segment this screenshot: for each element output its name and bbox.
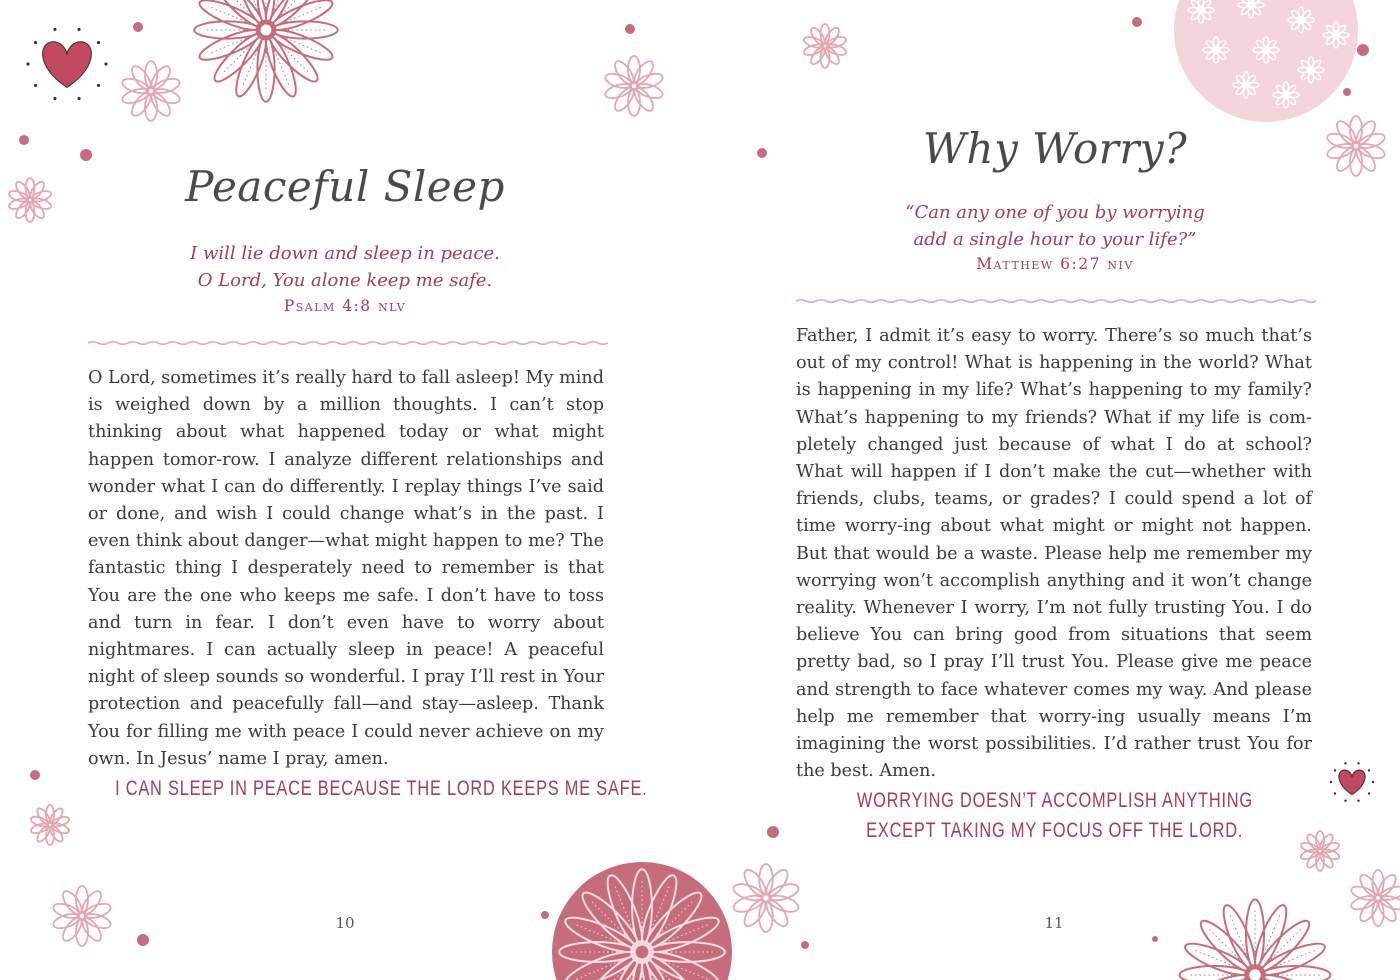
dot <box>801 941 809 949</box>
flower-top-center-left <box>604 56 665 116</box>
dot <box>625 24 635 34</box>
flower-bottom-right-large <box>1180 900 1331 980</box>
flower-bottom-center-right <box>732 864 801 932</box>
dot <box>541 911 549 919</box>
flower-right-side <box>1326 116 1387 176</box>
flower-bottom-left <box>30 805 71 845</box>
dot <box>1357 44 1369 56</box>
dot <box>19 135 29 145</box>
dot <box>80 149 92 161</box>
dot <box>1132 17 1142 27</box>
dot <box>1343 88 1351 96</box>
flower-bottom-right-edge <box>1350 870 1400 926</box>
left-page-title: Peaceful Sleep <box>185 162 505 211</box>
dot <box>133 22 143 32</box>
flower-left-side <box>8 178 53 222</box>
right-takeaway-line-1: WORRYING DOESN’T ACCOMPLISH ANYTHING <box>856 789 1254 812</box>
left-verse-reference: Psalm 4:8 nlv <box>283 297 407 315</box>
left-body-text: O Lord, sometimes it’s really hard to fall asleep! My mind is weighed down by a million thoughts. I can’t stop thinking about what happened today or what might happen tomor-row. I analyze different relationships and wonder what I can do differently. I replay things I’ve said or done, and wish I could change what’s in the past. I even think about danger—what might happen to me? The fantastic thing I desperately need to remember is that You are the one who keeps me safe. I don’t have to toss and turn in fear. I don’t even have to worry about nightmares. I can actually sleep in peace! A peaceful night of sleep sounds so wonderful. I pray I’ll rest in Your protection and peacefully fall—and stay—asleep. Thank You for filling me with peace I could never achieve on my own. In Jesus’ name I pray, amen. <box>88 368 604 769</box>
right-page-number: 11 <box>1044 914 1064 932</box>
right-verse-reference: Matthew 6:27 niv <box>976 255 1134 273</box>
flower-top-right-small <box>803 24 848 68</box>
flower-bottom-left-2 <box>52 886 113 946</box>
left-wavy-divider <box>88 342 608 345</box>
right-page-title: Why Worry? <box>922 124 1188 173</box>
left-verse-line-2: O Lord, You alone keep me safe. <box>197 270 493 291</box>
flower-top-left-small <box>121 61 182 121</box>
heart-icon-top-left <box>26 28 107 100</box>
flower-top-left-large <box>194 0 338 102</box>
right-wavy-divider <box>796 300 1316 303</box>
left-page-number: 10 <box>335 914 355 932</box>
right-verse-line-1: “Can any one of you by worrying <box>905 202 1205 223</box>
right-body-text: Father, I admit it’s easy to worry. There’s so much that’s out of my control! What is happening in the world? What is happening in my life? What’s happening to my family? What’s happening to my friends? What if my life is com-pletely changed just because of what I do at school? What will happen if I don’t make the cut—whether with friends, clubs, teams, or grades? I could spend a lot of time worry-ing about what might or might not happen. But that would be a waste. Please help me remember my worrying won’t accomplish anything and it won’t change reality. Whenever I worry, I’m not fully trusting You. I do believe You can bring good from situations that seem pretty bad, so I pray I’ll trust You. Please give me peace and strength to face whatever comes my way. And please help me remember that worry-ing usually means I’m imagining the worst possibilities. I’d rather trust You for the best. Amen. <box>796 326 1312 782</box>
lace-blob-top-right <box>1174 0 1358 122</box>
right-takeaway-line-2: EXCEPT TAKING MY FOCUS OFF THE LORD. <box>866 819 1244 842</box>
dot <box>30 770 40 780</box>
flower-bottom-center-circle <box>552 862 732 980</box>
dot <box>1152 936 1158 942</box>
left-takeaway: I CAN SLEEP IN PEACE BECAUSE THE LORD KEEPS ME SAFE. <box>115 777 648 800</box>
dot <box>137 934 149 946</box>
left-verse-line-1: I will lie down and sleep in peace. <box>190 243 500 264</box>
right-verse-line-2: add a single hour to your life?” <box>913 229 1197 250</box>
dot <box>757 148 767 158</box>
